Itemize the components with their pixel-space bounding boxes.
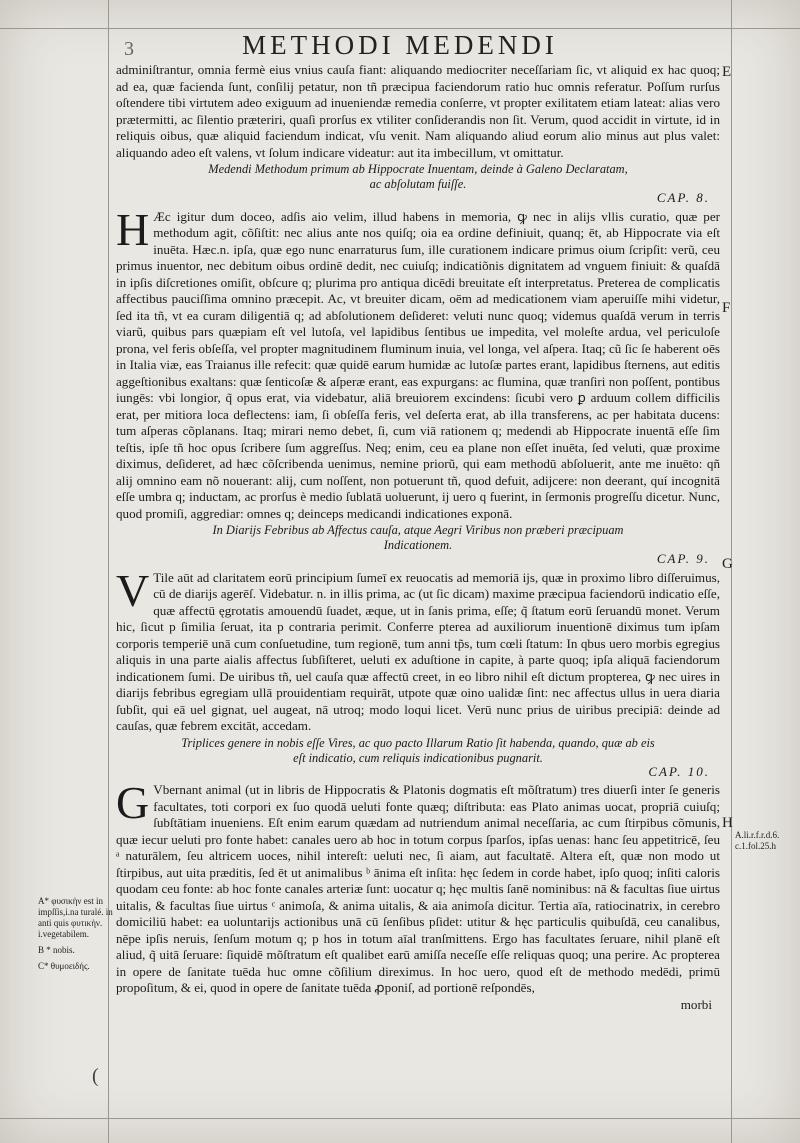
margin-notes-left [38,896,116,977]
margin-letter-h: H [722,815,733,831]
dropcap-g: G [116,777,150,828]
bottom-rule [0,1118,800,1119]
chapter-text-8 [116,203,720,523]
chapter-text-9 [116,564,720,735]
margin-note-b: B * nobis. [38,945,75,955]
dropcap-h: H [116,203,150,255]
chapter-heading-10 [116,736,720,766]
chapter-body-8: Æc igitur dum doceo, adſis aio velim, illud habens in memoria, ꝙ nec in alijs vllis curatio, quæ per methodum agit, cõſiſtit: nec alius ante nos quiſq; oia ea ordine definiuit, quanq; ēt, ab Hippocrate via eſt inuēta. Hæc.n. ipſa, quæ ego nunc enarraturus ſum, ille curationem indicare primus oium ſcripſit: verũ, ceu primus inuentor, nec debitum oibus ordinē dedit, nec cuiuſq; indicatiõnis dignitatem ad vnguem finiuit: & quaſdā in ipſis diſcretiones omiſit, obſcure q; plurima pro antiqua dicēdi breuitate eſt interpretatus. Preterea de complicatis affectibus pauciſſima omnino præcepit. Ac, vt breuiter dicam, oēm ad medicationem viam aperuiſſe mihi videtur, ſed ita tñ, vt ea curam diligentiā q; ad abſolutionem deſideret: veluti nunc quoq; videmus quaſdā verum in terris viarũ, quibus pars quæpiam eſt vel lutoſa, vel lapidibus ſentibus ue impedita, vel moleſte ardua, vel periculoſe prona, vel feris obſeſſa, vel propter magnitudinem fluminum inuia, vel longa, vel aſpera. Itaq; cũ ſic ſe haberent oēs in Italia viæ, eas Traianus ille refecit: quæ quidē earum humidæ ac lutoſæ partes erant, lapidibus ſternens, aut editis aggeſtionibus exaltans: quæ ſenticoſæ & aſperæ erant, eas expurgans: ac flumina, quæ tranſiri non poſſent, pontibus iungēs: vbi longior, q̃ opus erat, via videbatur, aliā breuiorem excindens: ſicubi vero ꝑ arduum collem difficilis erat, per mitiora loca deflectens: iam, ſi obſeſſa feris, vel deſerta erat, ab illa transferens, ac per habitata ducens: tum aſperas cõplanans. Itaq; mirari nemo debet, ſi, cum viā rationem q; medendi ab Hippocrate inuentā eſſe ſim teſtis, ipſe tñ hoc opus ſcribere ſum aggreſſus. Neq; enim, ceu ea plane non eſſet inuēta, ſed veluti, quæ proxime diximus, deſideret, ad hæc cõſcribenda uenimus, nemine priorũ, qui eam methodū abſoluerit, ante me inuēto: qñ alij omnino eam nõ nouerant: alij, cum noſſent, non potuerunt tñ, quod defuit, adijcere: non deerant, quí incognitā eſſe umbra q; inductam, ac prorſus è medio ſublatā uoluerunt, ij uero q fuerint, in ſermonis progreſſu dicetur. Nunc, quod promiſi, aggrediar: omnes q; deinceps medicandi indicationes exponā. [116,208,720,521]
margin-letter-g: G [722,556,733,572]
catchword: morbi [680,996,712,1012]
chapter-body-10: Vbernant animal (ut in libris de Hippocratis & Platonis dogmatis eſt mõſtratum) tres diuerſi inter ſe generis facultates, toti corpori ex ſuo quodā ueluti fonte quæq; diſtributa: eas Plato animas uocat, propriā cuiuſq; ſubſtātiam inueniens. Eſt enim earum quædam ad nutriendum animal neceſſaria, ac cum ſtirpibus cõmunis, quæ iecur ueluti pro fonte habet: canales uero ab hoc in totum corpus ſparſos, ipſas uenas: hanc ſeu appetitricē, ſeu ᵃ naturālem, ſeu altricem uoces, nihil intereſt: ueluti nec, ſi aiam, aut facultatē. Altera eſt, quæ non modo ut ſtirpibus, aut uita præditis, ſed ēt ut animalibus ᵇ ānima eſt inſita: hęc ſedem in corde habet, ipſo quoq; inſiti caloris quodam ceu fonte: ab hoc fonte canales arteriæ ſunt: uocatur q; hęc multis ſanē nominibus: nā & facultas ſiue uirtus uitalis, & facultas ſiue uirtus ᶜ animoſa, & anima uitalis, & aia animoſa dicitur. Tertia aīa, ratiocinatrix, in cerebro domiciliū habet: ea uoluntarijs actionibus unā cū ſenſibus pſidet: utitur & hęc particulis quibuſdā, ceu canalibus, nēpe ipſis neruis, ſenſum motum q; p hos in totum aīal tranſmittens. Ergo has facultates ſeruare, nihil planē eſt aliud, q̃ uitā ſeruare: ſiquidē mõſtratum eſt qualibet earū amiſſa neceſſe eſſe reliquas quoq; una perire. Ac propterea in opere de ſanitate tuēda huc omne cõſilium direximus. In hoc uero, quod eſt de methodo medēdi, primū propoſitum, & ei, quod in opere de ſanitate tuēda ꝓponiſ, ad portionē reſpondēs, [116,782,720,995]
bracket-mark: ( [92,1065,99,1087]
chapter-number-9: CAP. 9. [656,551,710,566]
chapter-heading-8 [116,162,720,192]
chapter-heading-10-line2: eſt indicatio, cum reliquis indicationibus pugnarit. [293,750,543,765]
chapter-text-10 [116,777,720,997]
chapter-number-8: CAP. 8. [656,190,710,205]
main-text-block [116,62,720,1013]
margin-note-right: A.li.r.f.r.d.6. c.1.fol.25.h [735,830,780,851]
margin-letter-e: E [722,64,732,80]
chapter-heading-9 [116,523,720,553]
intro-paragraph: adminiſtrantur, omnia fermè eius vnius cauſa fiant: aliquando mediocriter neceſſariam ſic, vt aliquid ex hac quoq; ad ea, quæ facienda ſunt, conſilij petatur, non tñ præcipua faciendorum ratio huc omnis referatur. Poſſum rurſus oſtendere tibi virtutem adeo exiguum ad inueniendæ remedia conſerre, vt propter exilitatem etiam lateat: alias vero prætermitti, ac ſilentio præteriri, quaſi prorſus ex vtiliter conſiderandis non ſit. Verum, quod accidit in virtute, id in reliquis oibus, quæ aliquid faciendum indicat, vſu venit. Nam aliquando aliud eorum alio minus aut plus valet: aliquando adeo eſt valens, vt ſolum indicare videatur: aut ita imbecillum, vt omittatur. [116,62,720,160]
chapter-heading-8-line1: Medendi Methodum primum ab Hippocrate Inuentam, deinde à Galeno Declaratam, [208,162,628,176]
chapter-heading-9-line1: In Diarijs Febribus ab Affectus cauſa, atque Aegri Viribus non præberi præcipuam [212,523,624,537]
margin-note-a: A* φυσικὴν est in impſſis,i.na turalé. in anti quis φυτικὴν. i.vegetabilem. [38,896,113,939]
top-rule [0,28,800,29]
margin-note-c: C* θυμοειδής. [38,961,90,971]
chapter-body-9: Tile aūt ad claritatem eorū principium ſumeī ex reuocatis ad memoriā ijs, quæ in proximo libro diſſeruimus, cū de diarijs agerēſ. Videbatur. n. in illis prima, ac (ut ſic dicam) maxime præcipua faciendorū indicatio eſſe, quæ affectū ęgrotatis amouendū ſuadet, æque, ut in ſanis prima, eſſe; q̃ ſtatum eorū ſeruandū monet. Verum hic, ſicut p ſimilia ſeruat, ita p contraria perimit. Conferre pterea ad auxiliorum inuentionē diximus tum ipſam corporis temperiē unā cum conſuetudine, tum regionē, tum anni tp̃s, tum cœli ſtatum: In qbus uero morbis egregius aliquis in una parte aialis affectus ſubſiſteret, ueluti ex aduſtione in capite, à parte quoq; ipſa aliquā faciendorum indicationem ſumi. De uiribus tñ, uel cauſa quæ affectū creet, in eo libro nihil eſt dictum propterea, ꝙ nec uires in diarijs febribus egregiam ullā prouidentiam requirāt, utpote quæ oino ualidæ ſint: nec affectus ullus in uera diaria ſubſit, qui eā uel gignat, uel augeat, nā utroq; modo loqui licet. Verū nunc prius de uiribus precipiā: deinde ad cauſas, quæ febrem excitāt, accedam. [116,569,720,733]
page-number: 3 [124,38,134,60]
margin-letter-f: F [722,300,731,316]
chapter-heading-9-line2: Indicationem. [383,538,453,552]
chapter-heading-10-line1: Triplices genere in nobis eſſe Vires, ac quo pacto Illarum Ratio ſit habenda, quando, quæ ab eis [181,735,655,750]
chapter-number-10: CAP. 10. [648,763,710,779]
chapter-heading-8-line2: ac abſolutam fuiſſe. [369,177,467,191]
running-head: METHODI MEDENDI [242,30,558,60]
dropcap-v: V [116,564,150,616]
